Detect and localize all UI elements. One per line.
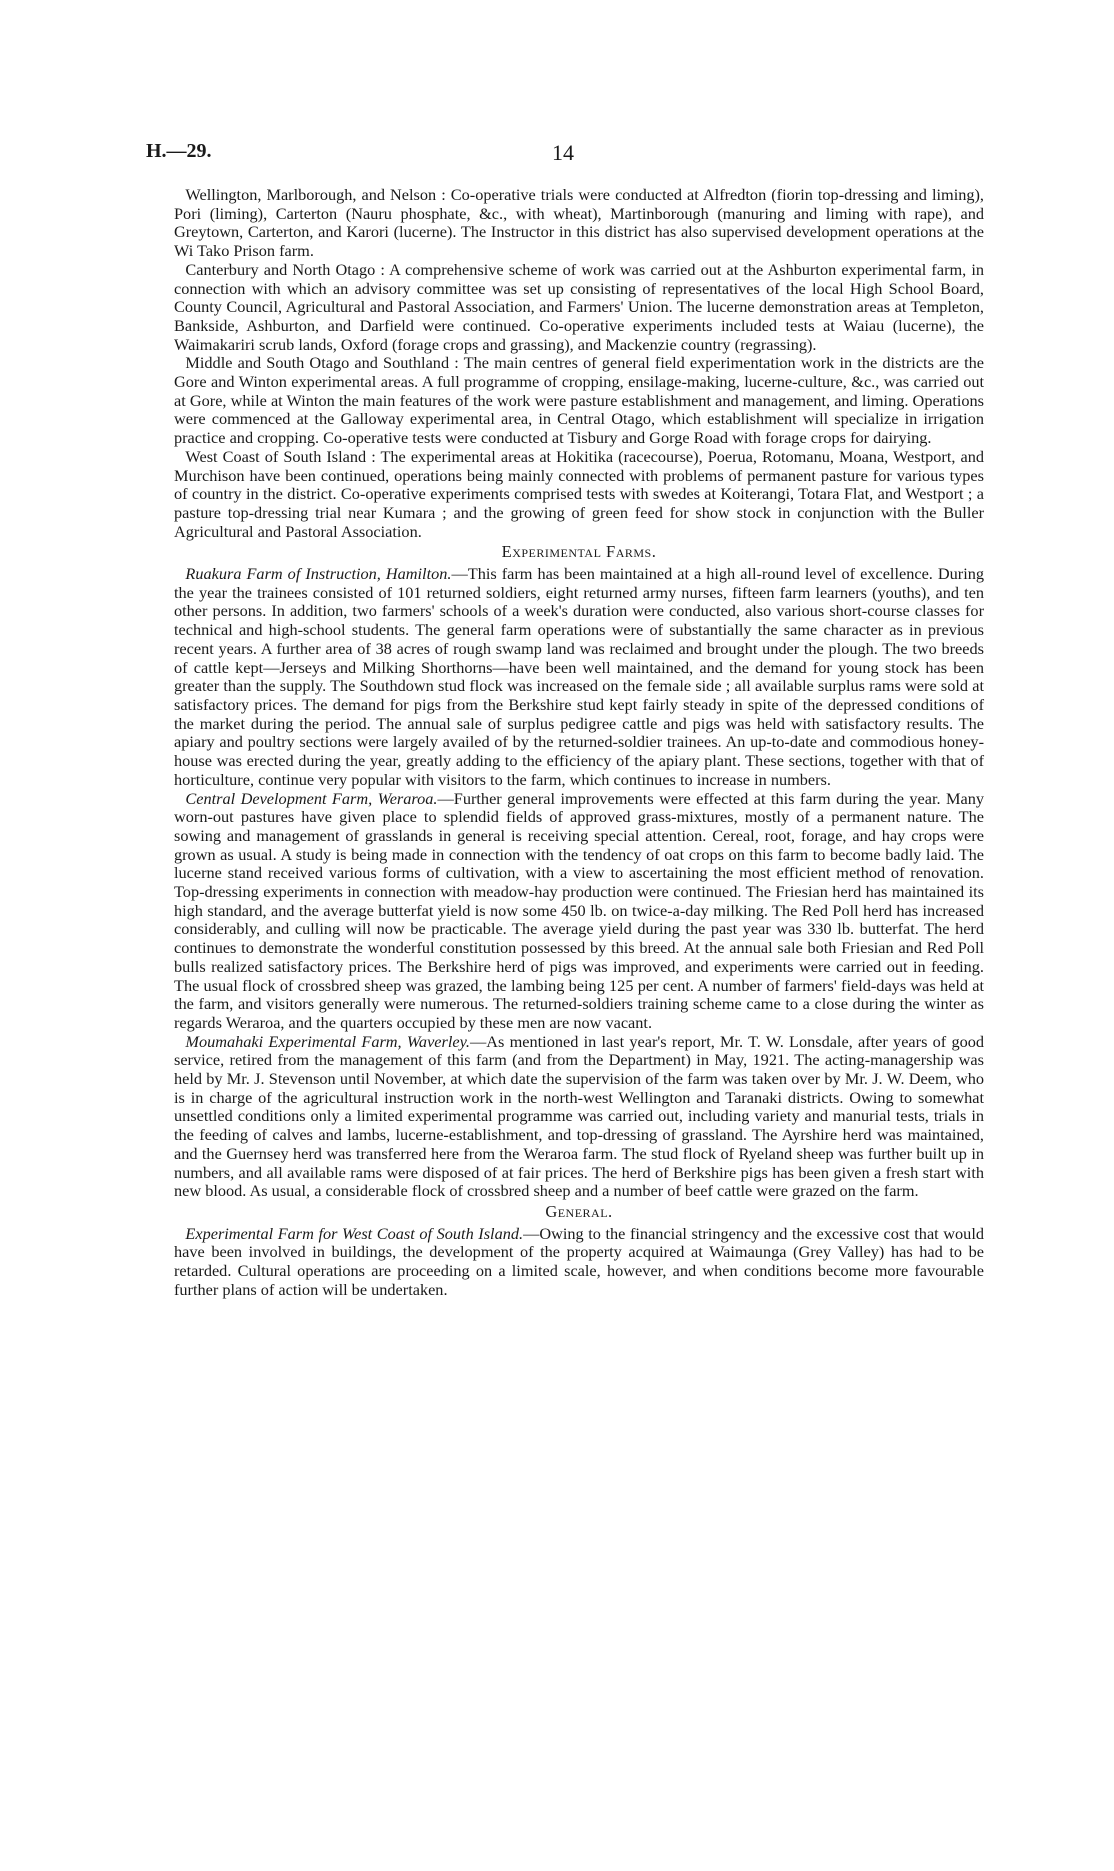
paragraph-wellington: Wellington, Marlborough, and Nelson : Co-operative trials were conducted at Alfredton (fiorin top-dressing and liming), Pori (liming), Carterton (Nauru phosphate, &c., with wheat), Martinborough (manuring and liming with rape), and Greytown, Carterton, and Karori (lucerne). The Instructor in this district has also supervised development operations at the Wi Tako Prison farm.: [174, 185, 984, 261]
weraroa-text: —Further general improvements were effected at this farm during the year. Many worn-out pastures have given place to splendid fields of approved grass-mixtures, mostly of a permanent nature. The sowing and management of grasslands in general is receiving special attention. Cereal, root, forage, and hay crops were grown as usual. A study is being made in connection with the tendency of oat crops on this farm to become badly laid. The lucerne stand received various forms of cultivation, with a view to ascertaining the most efficient method of renovation. Top-dressing experiments in connection with meadow-hay production were continued. The Friesian herd has maintained its high standard, and the average butterfat yield is now some 450 lb. on twice-a-day milking. The Red Poll herd has increased considerably, and culling will now be practicable. The average yield during the past year was 330 lb. butterfat. The herd continues to demonstrate the wonderful constitution possessed by this breed. At the annual sale both Friesian and Red Poll bulls realized satisfactory prices. The Berkshire herd of pigs was improved, and experiments were carried out in feeding. The usual flock of crossbred sheep was grazed, the lambing being 125 per cent. A number of farmers' field-days was held at the farm, and visitors generally were numerous. The returned-soldiers training scheme came to a close during the winter as regards Weraroa, and the quarters occupied by these men are now vacant.: [174, 788, 984, 1032]
paragraph-otago-southland: Middle and South Otago and Southland : The main centres of general field experimentation work in the districts are the Gore and Winton experimental areas. A full programme of cropping, ensilage-making, lucerne-culture, &c., was carried out at Gore, while at Winton the main features of the work were pasture establishment and management, and liming. Operations were commenced at the Galloway experimental area, in Central Otago, which establishment will specialize in irrigation practice and cropping. Co-operative tests were conducted at Tisbury and Gorge Road with forage crops for dairying.: [174, 353, 984, 448]
paragraph-ruakura: [174, 565, 984, 789]
paragraph-west-coast: West Coast of South Island : The experimental areas at Hokitika (racecourse), Poerua, Rotomanu, Moana, Westport, and Murchison have been continued, operations being mainly connected with problems of permanent pasture for various types of country in the district. Co-operative experiments comprised tests with swedes at Koiterangi, Totara Flat, and Westport ; a pasture top-dressing trial near Kumara ; and the growing of green feed for show stock in conjunction with the Buller Agricultural and Pastoral Association.: [174, 446, 984, 541]
weraroa-lead: Central Development Farm, Weraroa.: [185, 788, 438, 808]
paragraph-moumahaki: [174, 1033, 984, 1201]
document-body: [174, 186, 984, 1299]
section-heading-experimental-farms: Experimental Farms.: [501, 542, 657, 562]
ruakura-text: —This farm has been maintained at a high all-round level of excellence. During the year the trainees consisted of 101 returned soldiers, eight returned army nurses, fifteen farm learners (youths), and ten other persons. In addition, two farmers' schools of a week's duration were conducted, also various short-course classes for technical and high-school students. The general farm operations were of substantially the same character as in previous recent years. A further area of 38 acres of rough swamp land was reclaimed and brought under the plough. The two breeds of cattle kept—Jerseys and Milking Shorthorns—have been well maintained, and the demand for young stock has been greater than the supply. The Southdown stud flock was increased on the female side ; all available surplus rams were sold at satisfactory prices. The demand for pigs from the Berkshire stud kept fairly steady in spite of the depressed conditions of the market during the period. The annual sale of surplus pedigree cattle and pigs was held with satisfactory results. The apiary and poultry sections were largely availed of by the returned-soldier trainees. An up-to-date and commodious honey-house was erected during the year, greatly adding to the efficiency of the apiary plant. These sections, together with that of horticulture, continue very popular with visitors to the farm, which continues to increase in numbers.: [174, 564, 985, 789]
paragraph-west-coast-farm: [174, 1225, 984, 1300]
ruakura-lead: Ruakura Farm of Instruction, Hamilton.: [185, 564, 452, 584]
moumahaki-text: —As mentioned in last year's report, Mr. T. W. Lonsdale, after years of good service, retired from the management of this farm (and from the Department) in May, 1921. The acting-managership was held by Mr. J. Stevenson until November, at which date the supervision of the farm was taken over by Mr. J. W. Deem, who is in charge of the agricultural instruction work in the north-west Wellington and Taranaki districts. Owing to somewhat unsettled conditions only a limited experimental programme was carried out, including variety and manurial tests, trials in the feeding of calves and lambs, lucerne-establishment, and top-dressing of grassland. The Ayrshire herd was maintained, and the Guernsey herd was transferred here from the Weraroa farm. The stud flock of Ryeland sheep was further built up in numbers, and all available rams were disposed of at fair prices. The herd of Berkshire pigs has been given a fresh start with new blood. As usual, a considerable flock of crossbred sheep and a number of beef cattle were grazed on the farm.: [174, 1031, 985, 1201]
moumahaki-lead: Moumahaki Experimental Farm, Waverley.: [185, 1031, 471, 1051]
west-coast-farm-lead: Experimental Farm for West Coast of South Island.: [185, 1223, 524, 1243]
paragraph-weraroa: [174, 790, 984, 1033]
section-heading-general: General.: [545, 1201, 613, 1221]
report-reference: H.—29.: [146, 140, 212, 162]
paragraph-canterbury: Canterbury and North Otago : A comprehensive scheme of work was carried out at the Ashburton experimental farm, in connection with which an advisory committee was set up consisting of representatives of the local High School Board, County Council, Agricultural and Pastoral Association, and Farmers' Union. The lucerne demonstration areas at Templeton, Bankside, Ashburton, and Darfield were continued. Co-operative experiments included tests at Waiau (lucerne), the Waimakariri scrub lands, Oxford (forage crops and grassing), and Mackenzie country (regrassing).: [174, 259, 984, 354]
page-number: 14: [552, 140, 574, 165]
page-header: [146, 140, 980, 170]
west-coast-farm-text: —Owing to the financial stringency and the excessive cost that would have been involved in buildings, the development of the property acquired at Waimaunga (Grey Valley) has had to be retarded. Cultural operations are proceeding on a limited scale, however, and when conditions become more favourable further plans of action will be undertaken.: [174, 1223, 984, 1299]
